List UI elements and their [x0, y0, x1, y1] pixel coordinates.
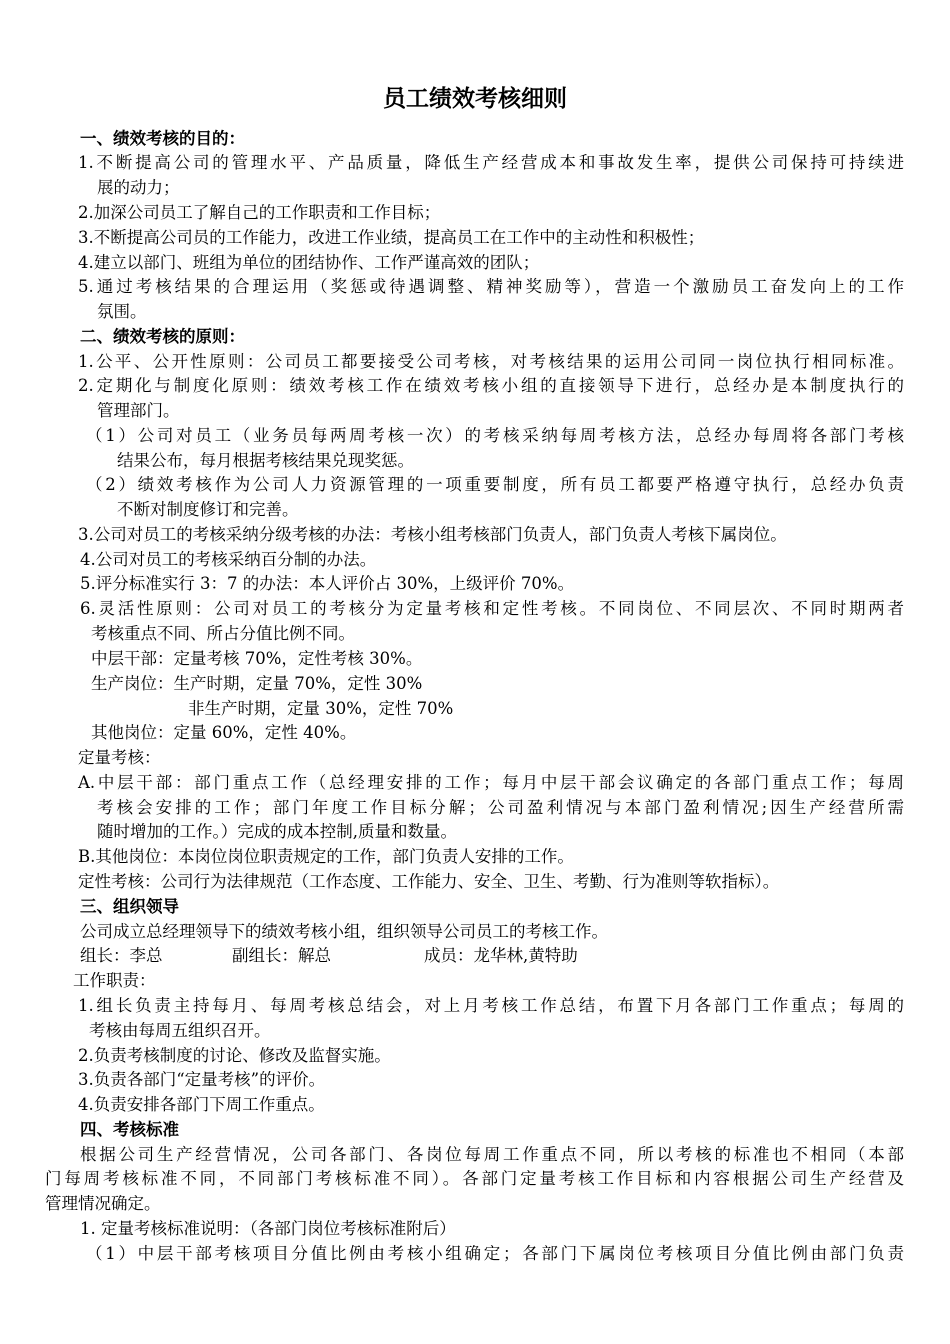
s2-line-4: （1）公司对员工（业务员每两周考核一次）的考核采纳每周考核方法，总经办每周将各部门考核 — [86, 426, 904, 445]
s3-duty-2: 2.负责考核制度的讨论、修改及监督实施。 — [78, 1046, 391, 1065]
s3-duty-4: 4.负责安排各部门下周工作重点。 — [78, 1095, 325, 1114]
s2-line-8: 3.公司对员工的考核采纳分级考核的办法：考核小组考核部门负责人，部门负责人考核下属岗位。 — [78, 525, 787, 544]
s2-line-17: 定量考核： — [78, 748, 161, 767]
s3-members: 成员：龙华林,黄特助 — [424, 946, 578, 965]
s3-duty-1-cont: 考核由每周五组织召开。 — [89, 1021, 271, 1040]
section-4-heading: 四、考核标准 — [80, 1120, 179, 1139]
s2-line-10: 5.评分标准实行 3：7 的办法：本人评价占 30%，上级评价 70%。 — [80, 574, 575, 593]
s3-duty-1: 1.组长负责主持每月、每周考核总结会，对上月考核工作总结，布置下月各部门工作重点；每周的 — [78, 996, 904, 1015]
s2-line-2: 2.定期化与制度化原则：绩效考核工作在绩效考核小组的直接领导下进行，总经办是本制度执行的 — [78, 376, 904, 395]
s2-line-21: B.其他岗位：本岗位岗位职责规定的工作，部门负责人安排的工作。 — [78, 847, 574, 866]
s2-line-19: 考核会安排的工作；部门年度工作目标分解；公司盈利情况与本部门盈利情况;因生产经营所需 — [97, 798, 904, 817]
s2-line-18: A.中层干部：部门重点工作（总经理安排的工作；每月中层干部会议确定的各部门重点工作；每周 — [78, 773, 904, 792]
s1-item-5: 5.通过考核结果的合理运用（奖惩或待遇调整、精神奖励等），营造一个激励员工奋发向上的工作 — [78, 277, 904, 296]
s4-sub-1: 1. 定量考核标准说明：（各部门岗位考核标准附后） — [80, 1219, 456, 1238]
s3-duty-label: 工作职责： — [73, 971, 156, 990]
section-1-heading: 一、绩效考核的目的： — [80, 129, 245, 148]
s1-item-3: 3.不断提高公司员的工作能力，改进工作业绩，提高员工在工作中的主动性和积极性； — [78, 228, 705, 247]
s2-line-15: 非生产时期，定量 30%，定性 70% — [188, 699, 454, 718]
s2-line-11: 6.灵活性原则：公司对员工的考核分为定量考核和定性考核。不同岗位、不同层次、不同时期两者 — [80, 599, 904, 618]
s4-para-2: 门每周考核标准不同，不同部门考核标准不同）。各部门定量考核工作目标和内容根据公司生产经营及 — [45, 1169, 904, 1188]
s4-para-3: 管理情况确定。 — [45, 1194, 161, 1213]
s3-intro: 公司成立总经理领导下的绩效考核小组，组织领导公司员工的考核工作。 — [80, 922, 608, 941]
section-2-heading: 二、绩效考核的原则： — [80, 327, 245, 346]
section-3-heading: 三、组织领导 — [80, 897, 179, 916]
document-title: 员工绩效考核细则 — [383, 86, 567, 112]
s2-line-5: 结果公布，每月根据考核结果兑现奖惩。 — [117, 451, 414, 470]
s3-duty-3: 3.负责各部门“定量考核”的评价。 — [78, 1070, 326, 1089]
s3-deputy: 副组长：解总 — [232, 946, 331, 965]
s2-line-16: 其他岗位：定量 60%，定性 40%。 — [91, 723, 357, 742]
s2-line-20: 随时增加的工作。）完成的成本控制,质量和数量。 — [97, 822, 457, 841]
s2-line-13: 中层干部：定量考核 70%，定性考核 30%。 — [91, 649, 423, 668]
s2-line-14: 生产岗位：生产时期，定量 70%，定性 30% — [91, 674, 423, 693]
s2-line-12: 考核重点不同、所占分值比例不同。 — [91, 624, 355, 643]
s2-line-7: 不断对制度修订和完善。 — [117, 500, 299, 519]
s2-line-1: 1.公平、公开性原则：公司员工都要接受公司考核，对考核结果的运用公司同一岗位执行相同标准。 — [78, 352, 904, 371]
s1-item-4: 4.建立以部门、班组为单位的团结协作、工作严谨高效的团队； — [78, 253, 540, 272]
s4-sub-1-1: （1）中层干部考核项目分值比例由考核小组确定；各部门下属岗位考核项目分值比例由部门负责 — [86, 1244, 904, 1263]
s4-para-1: 根据公司生产经营情况，公司各部门、各岗位每周工作重点不同，所以考核的标准也不相同（本部 — [80, 1145, 904, 1164]
s1-item-1: 1.不断提高公司的管理水平、产品质量，降低生产经营成本和事故发生率，提供公司保持可持续进 — [78, 153, 904, 172]
s2-line-22: 定性考核：公司行为法律规范（工作态度、工作能力、安全、卫生、考勤、行为准则等软指标）。 — [78, 872, 780, 891]
s3-leader: 组长：李总 — [80, 946, 163, 965]
s2-line-6: （2）绩效考核作为公司人力资源管理的一项重要制度，所有员工都要严格遵守执行，总经办负责 — [86, 475, 904, 494]
s1-item-2: 2.加深公司员工了解自己的工作职责和工作目标； — [78, 203, 441, 222]
s1-item-5-cont: 氛围。 — [97, 302, 147, 321]
s2-line-3: 管理部门。 — [97, 401, 180, 420]
s2-line-9: 4.公司对员工的考核采纳百分制的办法。 — [80, 550, 377, 569]
s1-item-1-cont: 展的动力； — [97, 178, 180, 197]
